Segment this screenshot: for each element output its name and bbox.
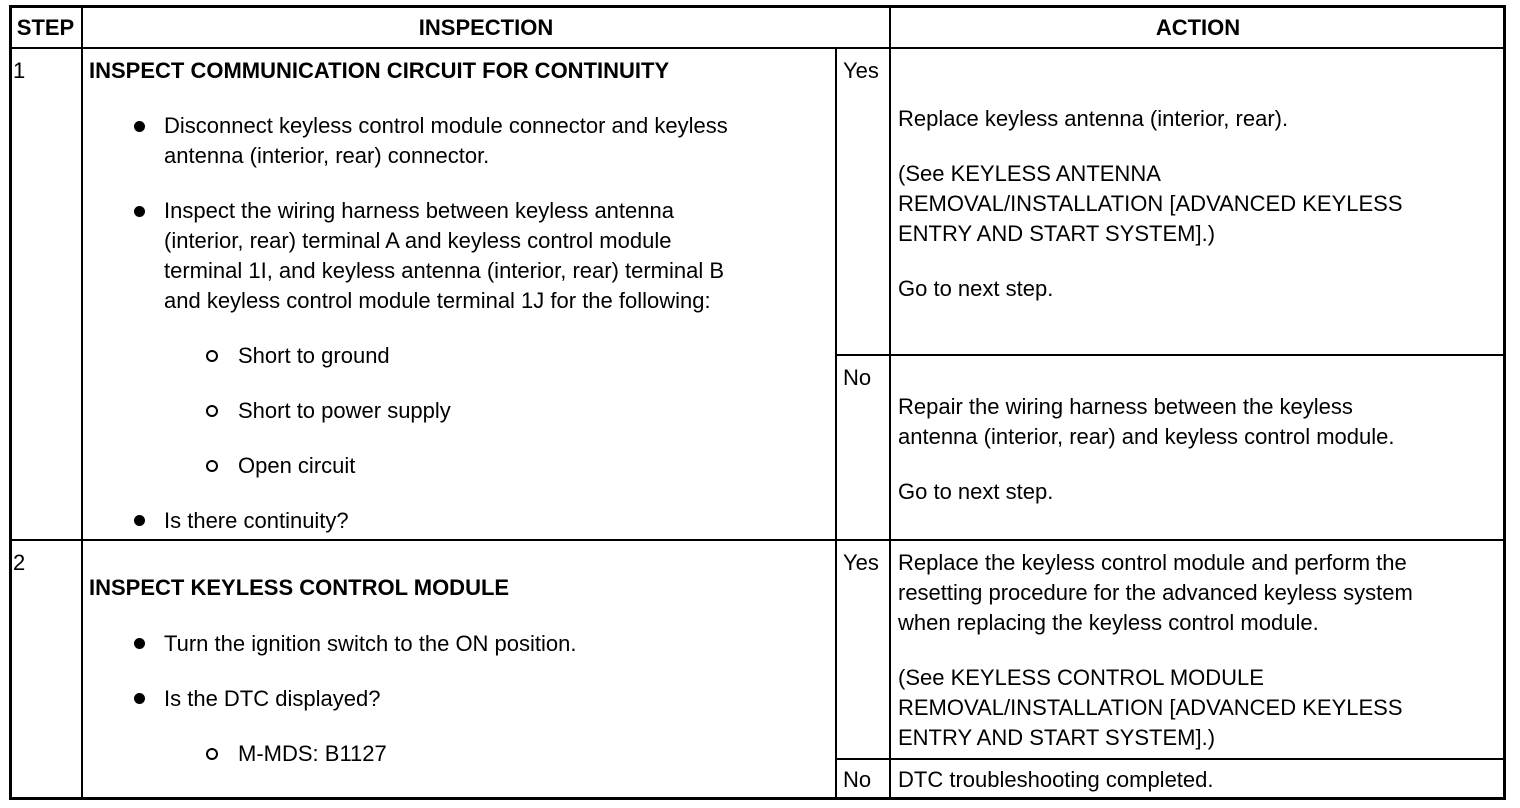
column-divider-action [889, 6, 891, 798]
no-label: No [843, 767, 872, 792]
header-separator [10, 47, 1505, 49]
circle-bullet-icon [206, 350, 218, 362]
header-inspection: INSPECTION [418, 15, 554, 40]
inspection-bullet-line: Is there continuity? [164, 508, 349, 533]
inspection-bullet-line: (interior, rear) terminal A and keyless control module [164, 228, 672, 253]
action-line: Replace the keyless control module and perform the [898, 550, 1407, 575]
inspection-bullet-line: Is the DTC displayed? [164, 686, 381, 711]
bullet-icon [134, 693, 145, 704]
action-line: DTC troubleshooting completed. [898, 767, 1214, 792]
action-line: REMOVAL/INSTALLATION [ADVANCED KEYLESS [898, 695, 1403, 720]
action-line: ENTRY AND START SYSTEM].) [898, 221, 1216, 246]
inspection-bullet-line: and keyless control module terminal 1J for the following: [164, 288, 711, 313]
bullet-icon [134, 638, 145, 649]
row-separator [10, 539, 1505, 541]
inspection-bullet-line: Disconnect keyless control module connector and keyless [164, 113, 728, 138]
header-step: STEP [16, 15, 75, 40]
action-line: Replace keyless antenna (interior, rear). [898, 106, 1289, 131]
action-line: Go to next step. [898, 276, 1054, 301]
action-line: when replacing the keyless control module. [898, 610, 1319, 635]
step-number: 2 [13, 550, 26, 575]
action-line: ENTRY AND START SYSTEM].) [898, 725, 1216, 750]
column-divider-yes-no [835, 48, 837, 798]
inspection-bullet-line: Turn the ignition switch to the ON position. [164, 631, 577, 656]
bullet-icon [134, 121, 145, 132]
inspection-subitem: Open circuit [238, 453, 356, 478]
inspection-subitem: Short to ground [238, 343, 390, 368]
inspection-bullet-line: terminal 1I, and keyless antenna (interior, rear) terminal B [164, 258, 725, 283]
header-action: ACTION [1155, 15, 1241, 40]
yes-label: Yes [843, 58, 879, 83]
circle-bullet-icon [206, 748, 218, 760]
inspection-title: INSPECT KEYLESS CONTROL MODULE [89, 575, 510, 600]
step-number: 1 [13, 58, 26, 83]
action-line: antenna (interior, rear) and keyless control module. [898, 424, 1395, 449]
inspection-subitem: Short to power supply [238, 398, 451, 423]
column-divider-step [81, 6, 83, 798]
row2-yes-no-separator [835, 758, 1505, 760]
inspection-subitem: M-MDS: B1127 [238, 741, 387, 766]
action-line: (See KEYLESS CONTROL MODULE [898, 665, 1264, 690]
action-line: Go to next step. [898, 479, 1054, 504]
action-line: resetting procedure for the advanced keyless system [898, 580, 1413, 605]
action-line: REMOVAL/INSTALLATION [ADVANCED KEYLESS [898, 191, 1403, 216]
action-line: Repair the wiring harness between the keyless [898, 394, 1353, 419]
circle-bullet-icon [206, 405, 218, 417]
bullet-icon [134, 515, 145, 526]
action-line: (See KEYLESS ANTENNA [898, 161, 1161, 186]
no-label: No [843, 365, 872, 390]
row1-yes-no-separator [835, 354, 1505, 356]
yes-label: Yes [843, 550, 879, 575]
inspection-bullet-line: Inspect the wiring harness between keyless antenna [164, 198, 674, 223]
circle-bullet-icon [206, 460, 218, 472]
inspection-title: INSPECT COMMUNICATION CIRCUIT FOR CONTINUITY [89, 58, 670, 83]
inspection-bullet-line: antenna (interior, rear) connector. [164, 143, 490, 168]
bullet-icon [134, 206, 145, 217]
